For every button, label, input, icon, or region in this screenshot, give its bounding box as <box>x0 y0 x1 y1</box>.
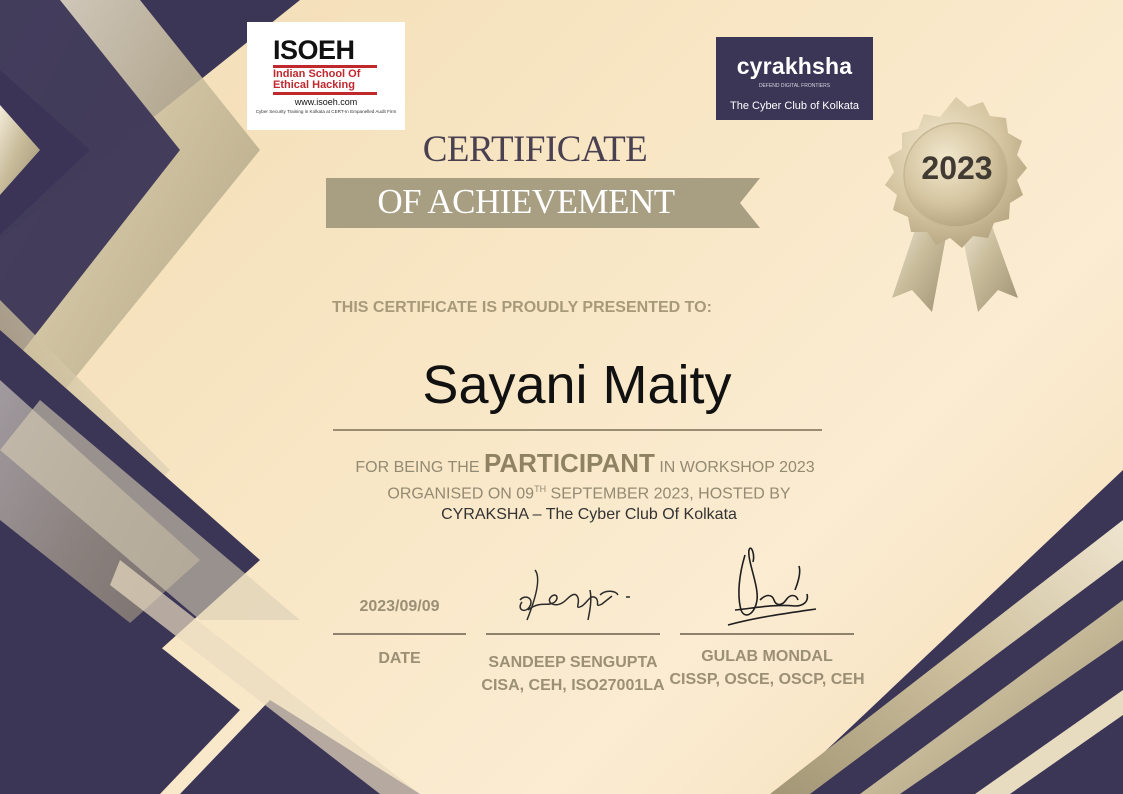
cyrakhsha-logo-club: The Cyber Club of Kolkata <box>729 100 859 112</box>
cyrakhsha-logo <box>716 37 873 120</box>
description-line-1 <box>300 448 870 479</box>
organised-on-text: ORGANISED ON 09 <box>387 485 535 503</box>
presented-to-label: THIS CERTIFICATE IS PROUDLY PRESENTED TO: <box>332 299 712 316</box>
signature-line-sengupta <box>486 633 660 635</box>
signer-mondal <box>664 645 870 691</box>
hosted-by-text: SEPTEMBER 2023, HOSTED BY <box>546 485 791 503</box>
isoeh-logo-url: www.isoeh.com <box>294 97 358 107</box>
signer-sengupta <box>470 651 676 697</box>
signer-sengupta-name: SANDEEP SENGUPTA <box>488 654 658 671</box>
cyrakhsha-logo-name: cyrakhsha <box>736 53 853 79</box>
date-ordinal: TH <box>534 484 547 494</box>
host-organization: CYRAKSHA – The Cyber Club Of Kolkata <box>441 506 737 523</box>
signature-line-mondal <box>680 633 854 635</box>
participation-role: PARTICIPANT <box>483 448 655 478</box>
date-line <box>333 633 466 635</box>
date-value: 2023/09/09 <box>359 598 440 615</box>
description-suffix: IN WORKSHOP 2023 <box>659 459 815 476</box>
signer-sengupta-credentials: CISA, CEH, ISO27001LA <box>481 677 665 694</box>
certificate-title: CERTIFICATE <box>422 129 648 170</box>
certificate-subtitle: OF ACHIEVEMENT <box>377 182 675 221</box>
cyrakhsha-logo-tagline: DEFEND DIGITAL FRONTIERS <box>758 83 831 89</box>
date-label: DATE <box>378 650 421 667</box>
recipient-name: Sayani Maity <box>422 355 732 415</box>
signature-sengupta <box>520 570 630 620</box>
description-line-2 <box>300 484 878 503</box>
recipient-underline <box>333 429 822 431</box>
seal-year: 2023 <box>921 150 993 186</box>
signer-mondal-name: GULAB MONDAL <box>701 648 833 665</box>
signature-mondal <box>728 548 816 625</box>
isoeh-logo <box>247 22 405 130</box>
isoeh-logo-tagline: Cyber Security Training in Kolkata at CERT-In Empanelled Audit Firm <box>255 109 397 114</box>
isoeh-logo-subtitle: Indian School Of Ethical Hacking <box>273 65 377 95</box>
isoeh-logo-title: ISOEH <box>273 35 355 65</box>
description-prefix: FOR BEING THE <box>355 459 480 476</box>
signer-mondal-credentials: CISSP, OSCE, OSCP, CEH <box>669 671 865 688</box>
